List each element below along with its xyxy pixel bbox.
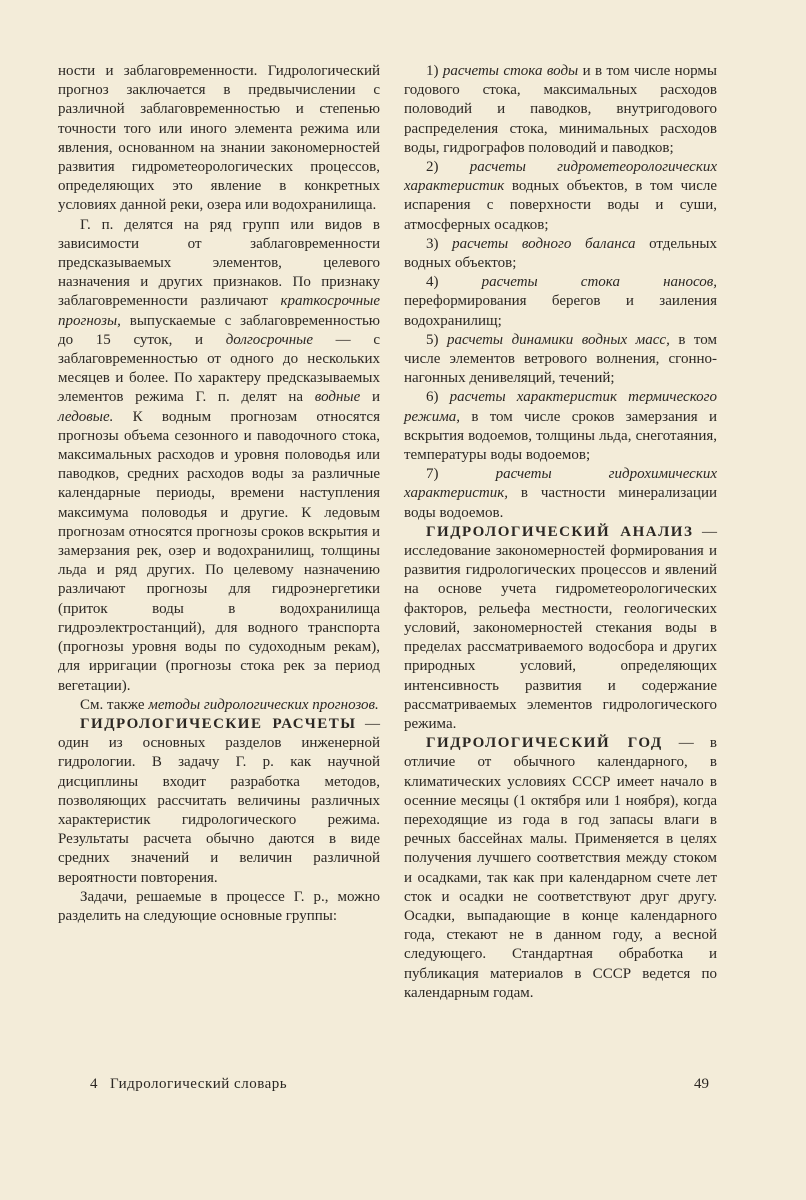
term-water: водные	[314, 389, 361, 406]
list-item: 3) расчеты водного баланса отдельных водных объектов;	[404, 235, 717, 272]
printer-signature	[90, 1076, 287, 1093]
right-column	[404, 62, 717, 1003]
term-long-term: долгосрочные	[225, 331, 313, 348]
cross-reference: методы гидрологических прогнозов.	[148, 696, 379, 713]
entry-hydrological-year: ГИДРОЛОГИЧЕСКИЙ ГОД — в отличие от обычного календарного, в климатических условиях СССР имеет начало в осенние месяцы (1 октября или 1 ноября), когда переходящие из года в год запасы влаги в речных бассейнах малы. Применяется в целях получения лучшего соответствия между стоком и осадками, так как при календарном счете лет сток и осадки не соответствуют друг другу. Осадки, выпадающие в конце календарного года, стекают не в данном году, а весной следующего. Стандартная обработка и публикация материалов в СССР ведется по календарным годам.	[404, 735, 717, 1001]
paragraph-forecast-definition: ности и заблаговременности. Гидрологический прогноз заключается в предвычислении с различной заблаговременностью и степенью точности того или иного элемента режима или явления, основанном на знании закономерностей развития гидрометеорологических процессов, определяющих это явление в конкретных условиях данной реки, озера или водохранилища.	[58, 63, 380, 214]
signature-title: Гидрологический словарь	[110, 1076, 288, 1092]
entry-heading: ГИДРОЛОГИЧЕСКИЙ ГОД	[426, 735, 663, 752]
list-item: 4) расчеты стока наносов, переформирования берегов и заиления водохранилищ;	[404, 274, 717, 329]
entry-heading: ГИДРОЛОГИЧЕСКИЙ АНАЛИЗ	[426, 523, 694, 540]
page-number: 49	[694, 1076, 709, 1092]
list-item: 6) расчеты характеристик термического режима, в том числе сроков замерзания и вскрытия водоемов, толщины льда, снеготаяния, температуры воды водоемов;	[404, 389, 718, 464]
entry-heading: ГИДРОЛОГИЧЕСКИЕ РАСЧЕТЫ	[80, 715, 357, 732]
list-item: 7) расчеты гидрохимических характеристик, в частности минерализации воды водоемов.	[404, 466, 718, 521]
left-column	[58, 62, 380, 926]
paragraph-see-also: См. также методы гидрологических прогнозов.	[80, 696, 379, 713]
entry-hydrological-calculations: ГИДРОЛОГИЧЕСКИЕ РАСЧЕТЫ — один из основных разделов инженерной гидрологии. В задачу Г. р. как научной дисциплины входит разработка методов, позволяющих рассчитать величины различных характеристик гидрологического режима. Результаты расчета обычно даются в виде средних значений и величин различной вероятности повторения.	[58, 715, 381, 886]
term-short-term: краткосрочные прогнозы,	[58, 293, 380, 329]
signature-number: 4	[90, 1076, 98, 1092]
list-item: 2) расчеты гидрометеорологических характеристик водных объектов, в том числе испарения с поверхности воды и суши, атмосферных осадков;	[404, 159, 717, 233]
list-item: 1) расчеты стока воды и в том числе нормы годового стока, максимальных расходов половодий и паводков, внутригодового распределения стока, минимальных расходов воды, гидрографов половодий и паводков;	[404, 63, 718, 156]
paragraph-forecast-types: Г. п. делятся на ряд групп или видов в зависимости от заблаговременности предсказываемых элементов, целевого назначения и других признаков. По признаку заблаговременности различают краткосрочные прогнозы, выпускаемые с заблаговременностью до 15 суток, и долгосрочные — с заблаговременностью от одного до нескольких месяцев и более. По характеру предсказываемых элементов режима Г. п. делят на водные и ледовые. К водным прогнозам относятся прогнозы объема сезонного и паводочного стока, максимальных расходов и уровня половодья или паводков, средних расходов воды за различные календарные периоды, времени наступления максимума половодья и другие. К ледовым прогнозам относятся прогнозы сроков вскрытия и замерзания рек, озер и водохранилищ, толщины льда и ряд других. По целевому назначению различают прогнозы для гидроэнергетики (приток воды в водохранилища гидроэлектростанций), для водного транспорта (прогнозы уровня воды по судоходным рекам), для ирригации (прогнозы стока рек за период вегетации).	[58, 216, 380, 694]
list-item: 5) расчеты динамики водных масс, в том числе элементов ветрового волнения, сгонно-нагонных денивеляций, течений;	[404, 331, 717, 387]
entry-hydrological-analysis: ГИДРОЛОГИЧЕСКИЙ АНАЛИЗ — исследование закономерностей формирования и развития гидрологических процессов и явлений на основе учета гидрометеорологических факторов, рельефа местности, геологических условий, закономерностей стекания воды в пределах рассматриваемого водосбора и других природных условий, определяющих интенсивность развития и содержание рассматриваемых элементов гидрологического режима.	[404, 523, 718, 732]
term-ice: ледовые.	[58, 408, 114, 425]
paragraph-task-groups: Задачи, решаемые в процессе Г. р., можно разделить на следующие основные группы:	[58, 888, 380, 924]
